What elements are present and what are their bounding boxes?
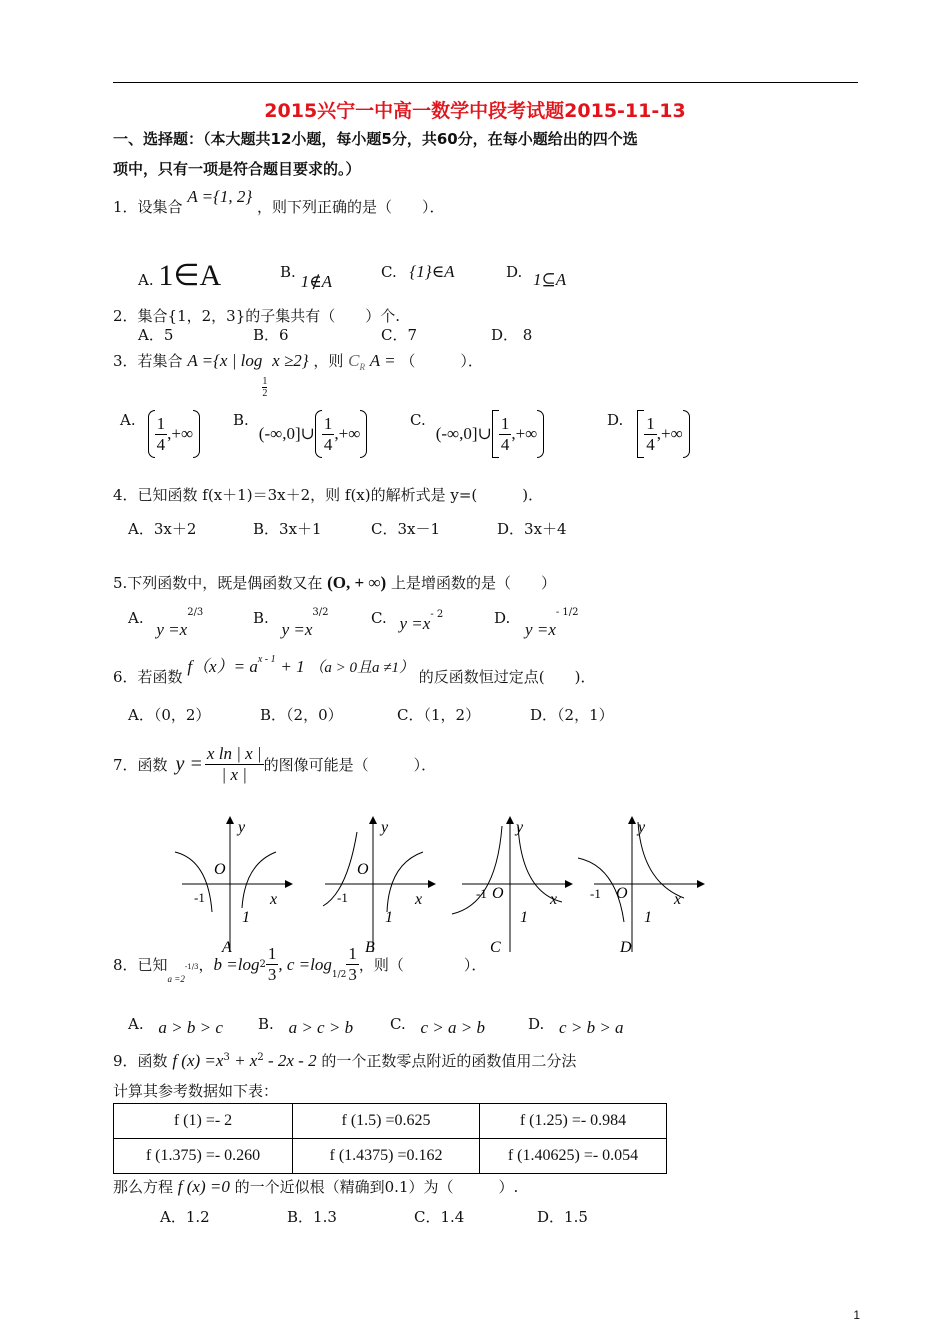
- q8-suffix: ，则（ ）．: [358, 956, 487, 974]
- q1-b-text: 1∉A: [300, 272, 333, 291]
- q8-c-text: c > a > b: [420, 1018, 485, 1037]
- question-9-stem-line2: 计算其参考数据如下表：: [113, 1082, 279, 1100]
- page-number: 1: [853, 1308, 860, 1322]
- q9-tail: - 2x - 2: [263, 1051, 317, 1070]
- q1-c-label: C.: [381, 263, 397, 281]
- q8-a-exp: -1/3: [184, 962, 199, 971]
- q5-d-base: y =x: [525, 620, 556, 639]
- graph-b-label: B: [365, 939, 375, 956]
- q6-prefix: 6．若函数: [113, 668, 183, 686]
- table-cell: f (1.25) =- 0.984: [480, 1104, 667, 1139]
- q8-c-num: 1: [348, 944, 357, 963]
- q5-c-label: C.: [371, 609, 387, 627]
- q3-d-den: 4: [646, 434, 655, 454]
- q3-c-frac: [499, 414, 512, 455]
- graph-b-y-arrow: [369, 816, 377, 824]
- q5-c-exp: - 2: [430, 609, 444, 620]
- q3-c-close: [537, 410, 544, 458]
- section-heading-line1: 一、选择题：（本大题共12小题，每小题5分，共60分，在每小题给出的四个选: [113, 130, 638, 148]
- graph-c-origin: O: [492, 885, 504, 902]
- q4-option-c[interactable]: C．3x－1: [371, 520, 441, 538]
- q6-option-c[interactable]: C．（1，2）: [397, 706, 481, 724]
- q1-set: A ={1, 2}: [187, 187, 253, 206]
- table-cell: f (1.4375) =0.162: [293, 1139, 480, 1174]
- q7-fraction: [205, 744, 264, 785]
- question-9-stem-line3: [113, 1176, 518, 1197]
- graph-d-label: D: [620, 939, 632, 956]
- q8-b-text: a > c > b: [288, 1018, 354, 1037]
- q9-table: [113, 1103, 667, 1174]
- q3-complement-tail: A =: [369, 351, 396, 370]
- q9-line3-suffix: 的一个近似根（精确到0.1）为（ ）.: [234, 1178, 519, 1196]
- q3-d-num: 1: [646, 413, 655, 433]
- q3-d-frac: [644, 414, 657, 455]
- q9-plus: + x: [229, 1051, 258, 1070]
- graph-c-one: 1: [520, 909, 528, 926]
- graph-b-x-label: x: [415, 891, 423, 908]
- q5-prefix: 5.下列函数中，既是偶函数又在: [113, 574, 323, 592]
- q7-num: x ln | x |: [206, 744, 262, 763]
- q7-prefix: 7．函数: [113, 756, 168, 774]
- q8-b-num: 1: [267, 944, 277, 963]
- q3-mid: ，则: [313, 352, 344, 370]
- q1-option-b[interactable]: [280, 262, 333, 291]
- q4-option-d[interactable]: D．3x＋4: [497, 520, 567, 538]
- graph-a-one: 1: [242, 909, 250, 926]
- table-cell: f (1.375) =- 0.260: [114, 1139, 293, 1174]
- q3-option-a[interactable]: [120, 410, 200, 458]
- q7-graph-a[interactable]: [175, 816, 293, 956]
- q3-complement-sub: R: [359, 362, 366, 372]
- q3-b-inf: ,+∞: [334, 424, 361, 443]
- q3-a-label: A.: [120, 411, 136, 429]
- graph-d-x-arrow: [697, 880, 705, 888]
- q8-prefix: 8．已知: [113, 956, 168, 974]
- q5-b-label: B.: [253, 609, 269, 627]
- q3-b-num: 1: [323, 413, 333, 433]
- table-cell: f (1.5) =0.625: [293, 1104, 480, 1139]
- q9-exp2: 2: [257, 1052, 264, 1063]
- q3-c-prefix: (-∞,0]∪: [435, 424, 492, 443]
- q3-a-open: [148, 410, 155, 458]
- question-2-stem: 2．集合{1，2，3}的子集共有（ ）个.: [113, 307, 401, 325]
- page-title: 2015兴宁一中高一数学中段考试题2015-11-13: [264, 100, 686, 122]
- question-4-stem: 4．已知函数 f(x＋1)＝3x＋2，则 f(x)的解析式是 y=( )．: [113, 486, 544, 504]
- q3-a-close: [193, 410, 200, 458]
- table-row: [114, 1104, 667, 1139]
- graph-a-x-label: x: [270, 891, 278, 908]
- q3-d-label: D.: [607, 411, 624, 429]
- q6-condition: （a > 0且a ≠1）: [309, 660, 415, 676]
- graph-d-origin: O: [616, 885, 628, 902]
- q1-c-text: {1}∈A: [409, 262, 455, 281]
- q3-option-c[interactable]: [410, 410, 544, 458]
- q3-c-num: 1: [500, 413, 510, 433]
- q1-a-label: A.: [138, 271, 154, 289]
- q9-prefix: 9．函数: [113, 1052, 168, 1070]
- question-3-stem: [113, 350, 483, 399]
- q6-func-exp: x - 1: [257, 654, 276, 665]
- q9-option-d[interactable]: D．1.5: [537, 1208, 588, 1226]
- q8-option-a[interactable]: [128, 1014, 223, 1037]
- q3-b-prefix: (-∞,0]∪: [258, 424, 315, 443]
- q3-c-open: [492, 410, 499, 458]
- q8-c-den: 3: [348, 965, 357, 984]
- q1-option-c[interactable]: [381, 262, 455, 282]
- graph-c-y-label: y: [516, 819, 524, 836]
- table-cell: f (1.40625) =- 0.054: [480, 1139, 667, 1174]
- q7-lhs: y =: [175, 753, 203, 775]
- question-7-stem: [113, 744, 436, 785]
- q1-d-label: D.: [506, 263, 523, 281]
- q5-a-label: A.: [128, 609, 144, 627]
- graph-a-label: A: [222, 939, 232, 956]
- q3-base-den: 2: [262, 388, 268, 399]
- q3-b-close: [360, 410, 367, 458]
- graph-b-origin: O: [357, 861, 369, 878]
- q9-line3-prefix: 那么方程: [113, 1178, 174, 1196]
- q8-option-c[interactable]: [390, 1014, 485, 1037]
- graph-a-origin: O: [214, 861, 226, 878]
- q8-b-def: b =log: [213, 954, 260, 974]
- header-rule: [113, 82, 858, 83]
- q6-func-tail: + 1: [280, 657, 305, 676]
- q7-suffix: 的图像可能是（ ）．: [263, 756, 437, 774]
- q3-a-num: 1: [156, 413, 166, 433]
- graph-c-neg1: -1: [476, 886, 487, 901]
- q6-suffix: 的反函数恒过定点( )．: [418, 668, 596, 686]
- q3-option-d[interactable]: [607, 410, 690, 458]
- q2-option-c[interactable]: C．7: [381, 326, 418, 344]
- q9-option-c[interactable]: C．1.4: [414, 1208, 465, 1226]
- q8-option-b[interactable]: [258, 1014, 354, 1037]
- q7-graphs: [160, 812, 720, 962]
- q3-a-den: 4: [156, 434, 166, 454]
- q3-d-open: [637, 410, 644, 458]
- q6-func: f（x）= a: [187, 657, 258, 676]
- section-heading-line2: 项中，只有一项是符合题目要求的。）: [113, 160, 361, 178]
- q5-b-exp: 3/2: [312, 607, 329, 618]
- q3-prefix: 3．若集合: [113, 352, 183, 370]
- q3-b-frac: [322, 414, 335, 455]
- q3-a-frac: [155, 414, 168, 455]
- q3-set-tail: x ≥2}: [272, 351, 309, 370]
- q8-b-base: 2: [259, 959, 266, 970]
- q3-d-inf: ,+∞: [656, 424, 683, 443]
- q7-den: | x |: [221, 765, 247, 784]
- q3-b-den: 4: [323, 434, 333, 454]
- graph-d-y-arrow: [628, 816, 636, 824]
- q5-b-base: y =x: [281, 620, 313, 639]
- q1-suffix: ，则下列正确的是（ ）．: [257, 198, 445, 216]
- q6-option-a[interactable]: A．（0，2）: [128, 706, 211, 724]
- q3-complement: C: [348, 351, 360, 370]
- q5-option-a[interactable]: [128, 607, 204, 639]
- q4-option-a[interactable]: A．3x＋2: [128, 520, 197, 538]
- q8-b-frac: [266, 944, 279, 985]
- q1-prefix: 1．设集合: [113, 198, 183, 216]
- q3-b-label: B.: [233, 411, 249, 429]
- q3-b-open: [315, 410, 322, 458]
- q7-graph-c[interactable]: [452, 816, 573, 956]
- q3-suffix: （ ）．: [400, 352, 483, 370]
- q8-a-def: a =2: [167, 973, 185, 984]
- q7-graph-b[interactable]: [323, 816, 436, 956]
- q9-option-b[interactable]: B．1.3: [287, 1208, 337, 1226]
- q5-a-base: y =x: [156, 620, 188, 639]
- q3-c-inf: ,+∞: [511, 424, 538, 443]
- q8-b-label: B.: [258, 1015, 274, 1033]
- q2-option-b[interactable]: B．6: [253, 326, 289, 344]
- graph-c-label: C: [490, 939, 501, 956]
- q5-a-exp: 2/3: [187, 607, 204, 618]
- question-5-stem: [113, 572, 556, 593]
- graph-a-neg1: -1: [194, 890, 205, 905]
- q1-d-text: 1⊆A: [533, 270, 567, 289]
- graph-d-x-label: x: [674, 891, 682, 908]
- question-9-stem-line1: [113, 1050, 576, 1071]
- table-row: [114, 1139, 667, 1174]
- q3-base-num: 1: [262, 376, 268, 387]
- question-1-stem: [113, 187, 445, 217]
- q8-d-text: c > b > a: [559, 1018, 624, 1037]
- q3-c-den: 4: [500, 434, 510, 454]
- q5-d-exp: - 1/2: [555, 607, 579, 618]
- question-6-stem: [113, 654, 596, 687]
- q8-c-frac: [346, 944, 359, 985]
- q9-suffix: 的一个正数零点附近的函数值用二分法: [321, 1052, 577, 1070]
- q1-option-d[interactable]: [506, 262, 567, 289]
- q5-option-d[interactable]: [494, 607, 579, 639]
- q5-option-c[interactable]: [371, 608, 444, 633]
- graph-b-y-label: y: [381, 819, 389, 836]
- q8-d-label: D.: [528, 1015, 545, 1033]
- graph-b-neg1: -1: [337, 890, 348, 905]
- q8-b-den: 3: [267, 965, 277, 984]
- q5-option-b[interactable]: [253, 607, 329, 639]
- q9-equation: f (x) =0: [177, 1177, 230, 1196]
- q8-a-text: a > b > c: [158, 1018, 223, 1037]
- graph-a-y-label: y: [238, 819, 246, 836]
- q8-c-def: , c =log: [278, 954, 332, 974]
- table-cell: f (1) =- 2: [114, 1104, 293, 1139]
- graph-a-y-arrow: [226, 816, 234, 824]
- q5-d-label: D.: [494, 609, 511, 627]
- graph-b-x-arrow: [428, 880, 436, 888]
- q1-option-a[interactable]: [138, 258, 221, 293]
- q5-suffix: 上是增函数的是（ ）: [391, 574, 557, 592]
- graph-d-one: 1: [644, 909, 652, 926]
- graph-d-neg1: -1: [590, 886, 601, 901]
- q8-c-label: C.: [390, 1015, 406, 1033]
- q3-option-b[interactable]: [233, 410, 367, 458]
- q3-set: A ={x | log: [187, 351, 263, 370]
- q9-option-a[interactable]: A．1.2: [160, 1208, 210, 1226]
- q3-a-inf: ,+∞: [167, 424, 194, 443]
- q9-func: f (x) =x: [172, 1051, 224, 1070]
- q8-c-base: 1/2: [331, 969, 347, 980]
- q1-a-text: 1∈A: [158, 259, 222, 292]
- q6-option-b[interactable]: B．（2，0）: [260, 706, 343, 724]
- q2-option-a[interactable]: A．5: [138, 326, 174, 344]
- q3-c-label: C.: [410, 411, 426, 429]
- graph-c-y-arrow: [506, 816, 514, 824]
- q7-graph-d[interactable]: [578, 816, 705, 956]
- q8-a-label: A.: [128, 1015, 144, 1033]
- q4-option-b[interactable]: B．3x＋1: [253, 520, 322, 538]
- q9-exp3: 3: [223, 1052, 230, 1063]
- q6-option-d[interactable]: D．（2，1）: [530, 706, 614, 724]
- q3-log-base: [262, 376, 267, 399]
- graph-c-x-label: x: [550, 891, 558, 908]
- q2-option-d[interactable]: D． 8: [491, 326, 533, 344]
- q3-d-close: [683, 410, 690, 458]
- question-8-stem: 8．已知 a =2 $^{-1/3}$ ， b =log 2 $\frac{1}{3}$ , c =log $_{1/2}$ $\frac{1}{3}$ ，则（ ）．: [113, 944, 487, 984]
- graph-a-x-arrow: [285, 880, 293, 888]
- q5-interval: (O, + ∞): [327, 573, 387, 592]
- q5-c-base: y =x: [399, 614, 431, 633]
- graph-b-one: 1: [385, 909, 393, 926]
- graph-d-y-label: y: [638, 819, 646, 836]
- graph-c-x-arrow: [565, 880, 573, 888]
- q8-option-d[interactable]: [528, 1014, 624, 1037]
- q1-b-label: B.: [280, 263, 296, 281]
